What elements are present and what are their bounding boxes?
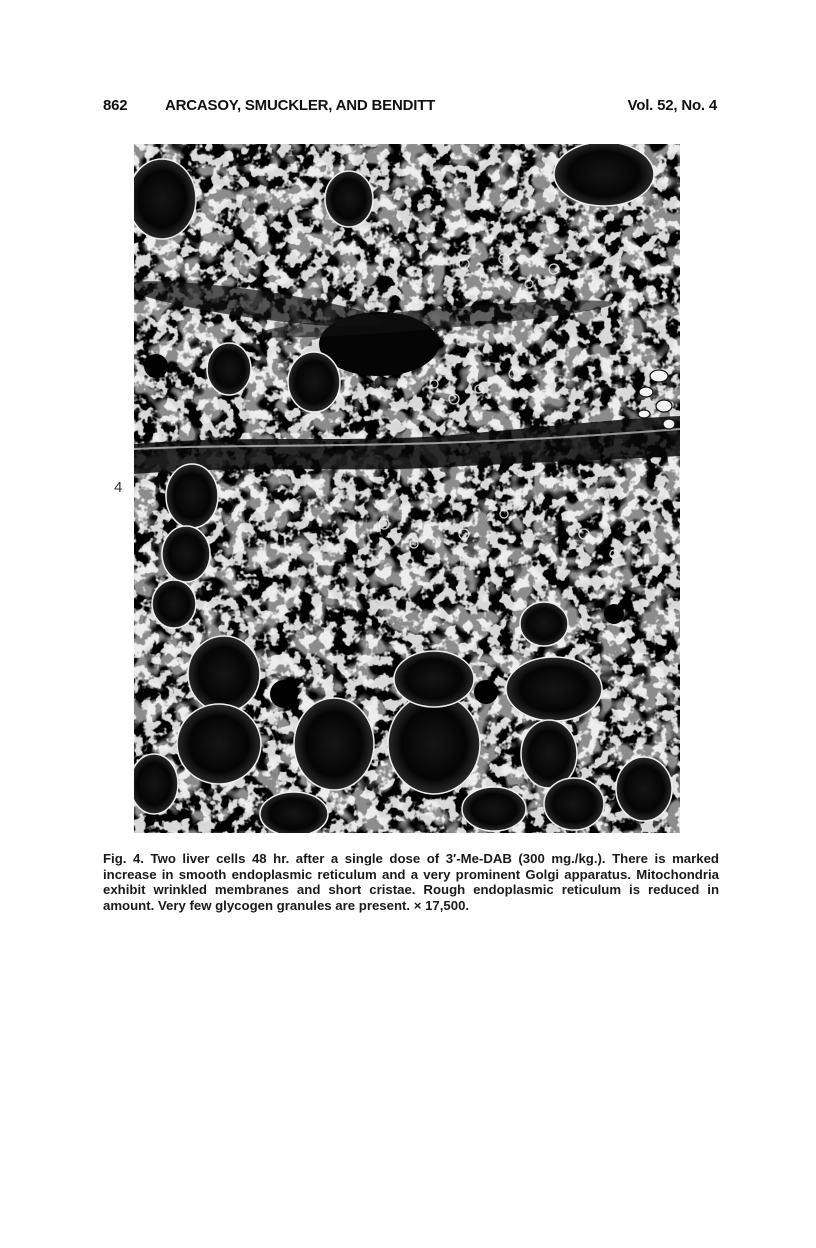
page-number: 862: [103, 97, 128, 114]
plate-label: 4: [114, 479, 123, 496]
running-header: [103, 97, 717, 119]
running-authors: ARCASOY, SMUCKLER, AND BENDITT: [165, 97, 436, 114]
electron-micrograph: [134, 144, 680, 833]
figure-caption: Fig. 4. Two liver cells 48 hr. after a single dose of 3′-Me-DAB (300 mg./kg.). There is marked increase in smooth endoplasmic reticulum and a very prominent Golgi apparatus. Mitochondria exhibit wrinkled membranes and short cristae. Rough endoplasmic reticulum is reduced in amount. Very few glycogen granules are present. × 17,500.: [103, 851, 719, 913]
micrograph-image: [134, 144, 680, 833]
volume-issue: Vol. 52, No. 4: [627, 97, 717, 114]
